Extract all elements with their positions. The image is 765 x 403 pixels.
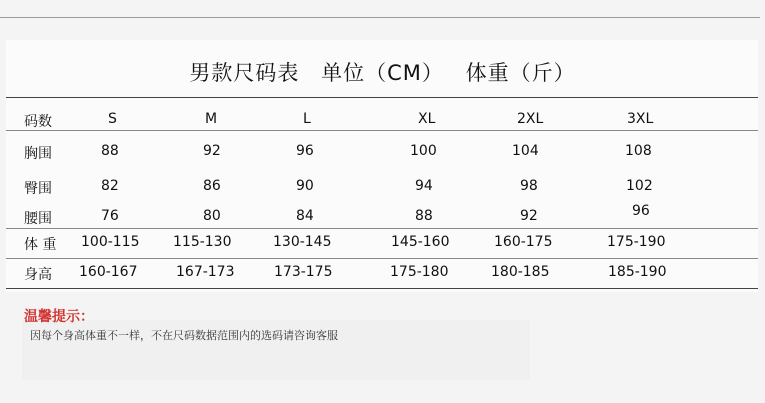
table-row-rule — [6, 258, 758, 259]
title-unit: 单位（CM） — [321, 61, 444, 85]
table-cell: 167-173 — [176, 264, 235, 280]
table-cell: 160-167 — [79, 264, 138, 280]
table-cell: 96 — [296, 143, 314, 159]
table-cell: 100-115 — [81, 234, 140, 250]
table-cell: 160-175 — [494, 234, 553, 250]
chart-title — [0, 57, 765, 87]
table-cell: 84 — [296, 208, 314, 224]
table-cell: 175-180 — [390, 264, 449, 280]
table-row — [0, 143, 765, 163]
table-cell: 104 — [512, 143, 539, 159]
table-row — [0, 234, 765, 254]
table-cell: 88 — [101, 143, 119, 159]
table-cell: 96 — [632, 203, 650, 219]
row-label: 体 重 — [24, 237, 57, 253]
row-label: 身高 — [24, 267, 52, 283]
size-2xl: 2XL — [517, 111, 544, 127]
table-cell: 98 — [520, 178, 538, 194]
table-cell: 145-160 — [391, 234, 450, 250]
tip-title: 温馨提示： — [24, 309, 94, 325]
size-l: L — [303, 111, 311, 127]
table-cell: 115-130 — [173, 234, 232, 250]
table-cell: 180-185 — [491, 264, 550, 280]
table-row — [0, 178, 765, 198]
size-m: M — [205, 111, 218, 127]
size-3xl: 3XL — [627, 111, 654, 127]
top-divider — [0, 17, 760, 18]
table-cell: 94 — [415, 178, 433, 194]
table-cell: 100 — [410, 143, 437, 159]
table-row-rule — [6, 228, 758, 229]
table-row — [0, 264, 765, 284]
title-main: 男款尺码表 — [189, 61, 300, 85]
table-cell: 82 — [101, 178, 119, 194]
table-bottom-rule — [6, 288, 758, 289]
header-label: 码数 — [24, 114, 52, 130]
tip-body: 因每个身高体重不一样，不在尺码数据范围内的选码请咨询客服 — [30, 329, 338, 342]
row-label: 臀围 — [24, 181, 52, 197]
table-cell: 80 — [203, 208, 221, 224]
row-label: 腰围 — [24, 211, 52, 227]
size-s: S — [108, 111, 117, 127]
size-xl: XL — [418, 111, 436, 127]
table-top-rule — [6, 97, 758, 98]
table-cell: 130-145 — [273, 234, 332, 250]
table-cell: 90 — [296, 178, 314, 194]
table-cell: 175-190 — [607, 234, 666, 250]
row-label: 胸围 — [24, 146, 52, 162]
table-cell: 86 — [203, 178, 221, 194]
table-cell: 76 — [101, 208, 119, 224]
header-row — [0, 111, 765, 131]
table-cell: 173-175 — [274, 264, 333, 280]
table-cell: 102 — [626, 178, 653, 194]
table-row — [0, 203, 765, 228]
table-cell: 108 — [625, 143, 652, 159]
table-cell: 185-190 — [608, 264, 667, 280]
table-cell: 92 — [520, 208, 538, 224]
table-cell: 88 — [415, 208, 433, 224]
title-weight-unit: 体重（斤） — [465, 61, 576, 85]
table-cell: 92 — [203, 143, 221, 159]
